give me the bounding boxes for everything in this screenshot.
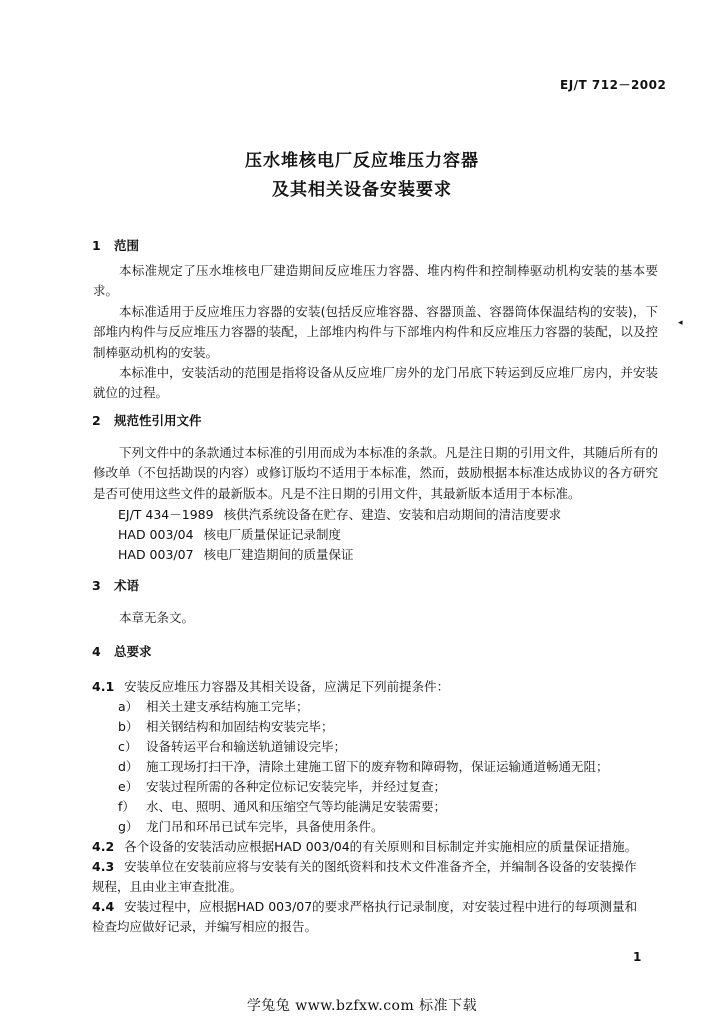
list-item: [118, 817, 384, 835]
page-number: 1: [633, 950, 642, 964]
clause-text: 各个设备的安装活动应根据HAD 003/04的有关原则和目标制定并实施相应的质量保证措施。: [124, 839, 638, 854]
list-text: 相关钢结构和加固结构安装完毕；: [146, 719, 334, 734]
reference-code: HAD 003/07: [118, 547, 194, 562]
clause-4-1: [92, 677, 662, 695]
reference-item: [118, 545, 354, 563]
margin-mark: ◂: [678, 318, 683, 328]
reference-title: 核供汽系统设备在贮存、建造、安装和启动期间的清洁度要求: [223, 507, 562, 522]
clause-number: 4.1: [92, 679, 115, 694]
section-number: 3: [92, 578, 101, 593]
clause-4-3-continuation: 规程，且由业主审查批准。: [92, 879, 243, 894]
list-marker: a）: [118, 699, 139, 714]
list-marker: f）: [118, 799, 135, 814]
section-2-paragraph: 下列文件中的条款通过本标准的引用而成为本标准的条款。凡是注日期的引用文件，其随后所有的修改单（不包括勘误的内容）或修订版均不适用于本标准，然而，鼓励根据本标准达成协议的各方研究是否可使用这些文件的最新版本。凡是不注日期的引用文件，其最新版本适用于本标准。: [93, 445, 658, 501]
clause-4-3: [92, 857, 662, 875]
list-item: [118, 797, 446, 815]
section-title: 术语: [114, 578, 140, 593]
section-number: 1: [92, 238, 101, 253]
list-marker: b）: [118, 719, 139, 734]
list-item: [118, 777, 446, 795]
section-3-paragraph: 本章无条文。: [119, 610, 195, 625]
section-number: 4: [92, 644, 101, 659]
reference-item: [118, 505, 561, 523]
footer-watermark: 学兔兔 www.bzfxw.com 标准下载: [246, 998, 478, 1014]
section-1-paragraph-3: 本标准中，安装活动的范围是指将设备从反应堆厂房外的龙门吊底下转运到反应堆厂房内，并安装就位的过程。: [93, 365, 658, 401]
clause-number: 4.4: [92, 899, 115, 914]
list-text: 相关土建支承结构施工完毕；: [146, 699, 309, 714]
clause-number: 4.3: [92, 859, 115, 874]
clause-text: 安装单位在安装前应将与安装有关的图纸资料和技术文件准备齐全，并编制各设备的安装操作: [124, 859, 637, 874]
list-item: [118, 757, 609, 775]
reference-item: [118, 525, 341, 543]
clause-text: 安装反应堆压力容器及其相关设备，应满足下列前提条件：: [124, 679, 450, 694]
section-title: 规范性引用文件: [114, 413, 202, 428]
section-title: 总要求: [114, 644, 152, 659]
list-text: 龙门吊和环吊已试车完毕，具备使用条件。: [146, 819, 384, 834]
section-number: 2: [92, 413, 101, 428]
section-title: 范围: [114, 238, 140, 253]
list-marker: e）: [118, 779, 139, 794]
section-1-heading: [92, 236, 139, 254]
document-title-line-1: 压水堆核电厂反应堆压力容器: [245, 151, 479, 171]
section-4-heading: [92, 642, 152, 660]
list-text: 设备转运平台和输送轨道铺设完毕；: [146, 739, 347, 754]
document-title-line-2: 及其相关设备安装要求: [272, 180, 452, 200]
clause-4-2: [92, 837, 662, 855]
section-1-paragraph-2: 本标准适用于反应堆压力容器的安装(包括反应堆容器、容器顶盖、容器筒体保温结构的安装)，下部堆内构件与反应堆压力容器的装配，上部堆内构件与下部堆内构件和反应堆压力容器的装配，以及控制棒驱动机构的安装。: [93, 304, 658, 360]
reference-code: HAD 003/04: [118, 527, 194, 542]
list-text: 水、电、照明、通风和压缩空气等均能满足安装需要；: [146, 799, 447, 814]
reference-title: 核电厂质量保证记录制度: [203, 527, 342, 542]
list-marker: c）: [118, 739, 138, 754]
reference-title: 核电厂建造期间的质量保证: [203, 547, 354, 562]
list-item: [118, 697, 309, 715]
section-3-heading: [92, 576, 139, 594]
clause-number: 4.2: [92, 839, 115, 854]
clause-text: 安装过程中，应根据HAD 003/07的要求严格执行记录制度，对安装过程中进行的每项测量和: [124, 899, 638, 914]
reference-code: EJ/T 434－1989: [118, 507, 214, 522]
list-item: [118, 737, 346, 755]
list-text: 施工现场打扫干净，清除土建施工留下的废弃物和障碍物，保证运输通道畅通无阻；: [146, 759, 609, 774]
section-2-heading: [92, 411, 202, 429]
standard-code: EJ/T 712－2002: [560, 78, 667, 92]
list-text: 安装过程所需的各种定位标记安装完毕，并经过复查；: [146, 779, 447, 794]
list-marker: d）: [118, 759, 139, 774]
clause-4-4-continuation: 检查均应做好记录，并编写相应的报告。: [92, 919, 318, 934]
section-1-paragraph-1: 本标准规定了压水堆核电厂建造期间反应堆压力容器、堆内构件和控制棒驱动机构安装的基本要求。: [93, 263, 658, 299]
clause-4-4: [92, 897, 662, 915]
list-marker: g）: [118, 819, 139, 834]
list-item: [118, 717, 334, 735]
